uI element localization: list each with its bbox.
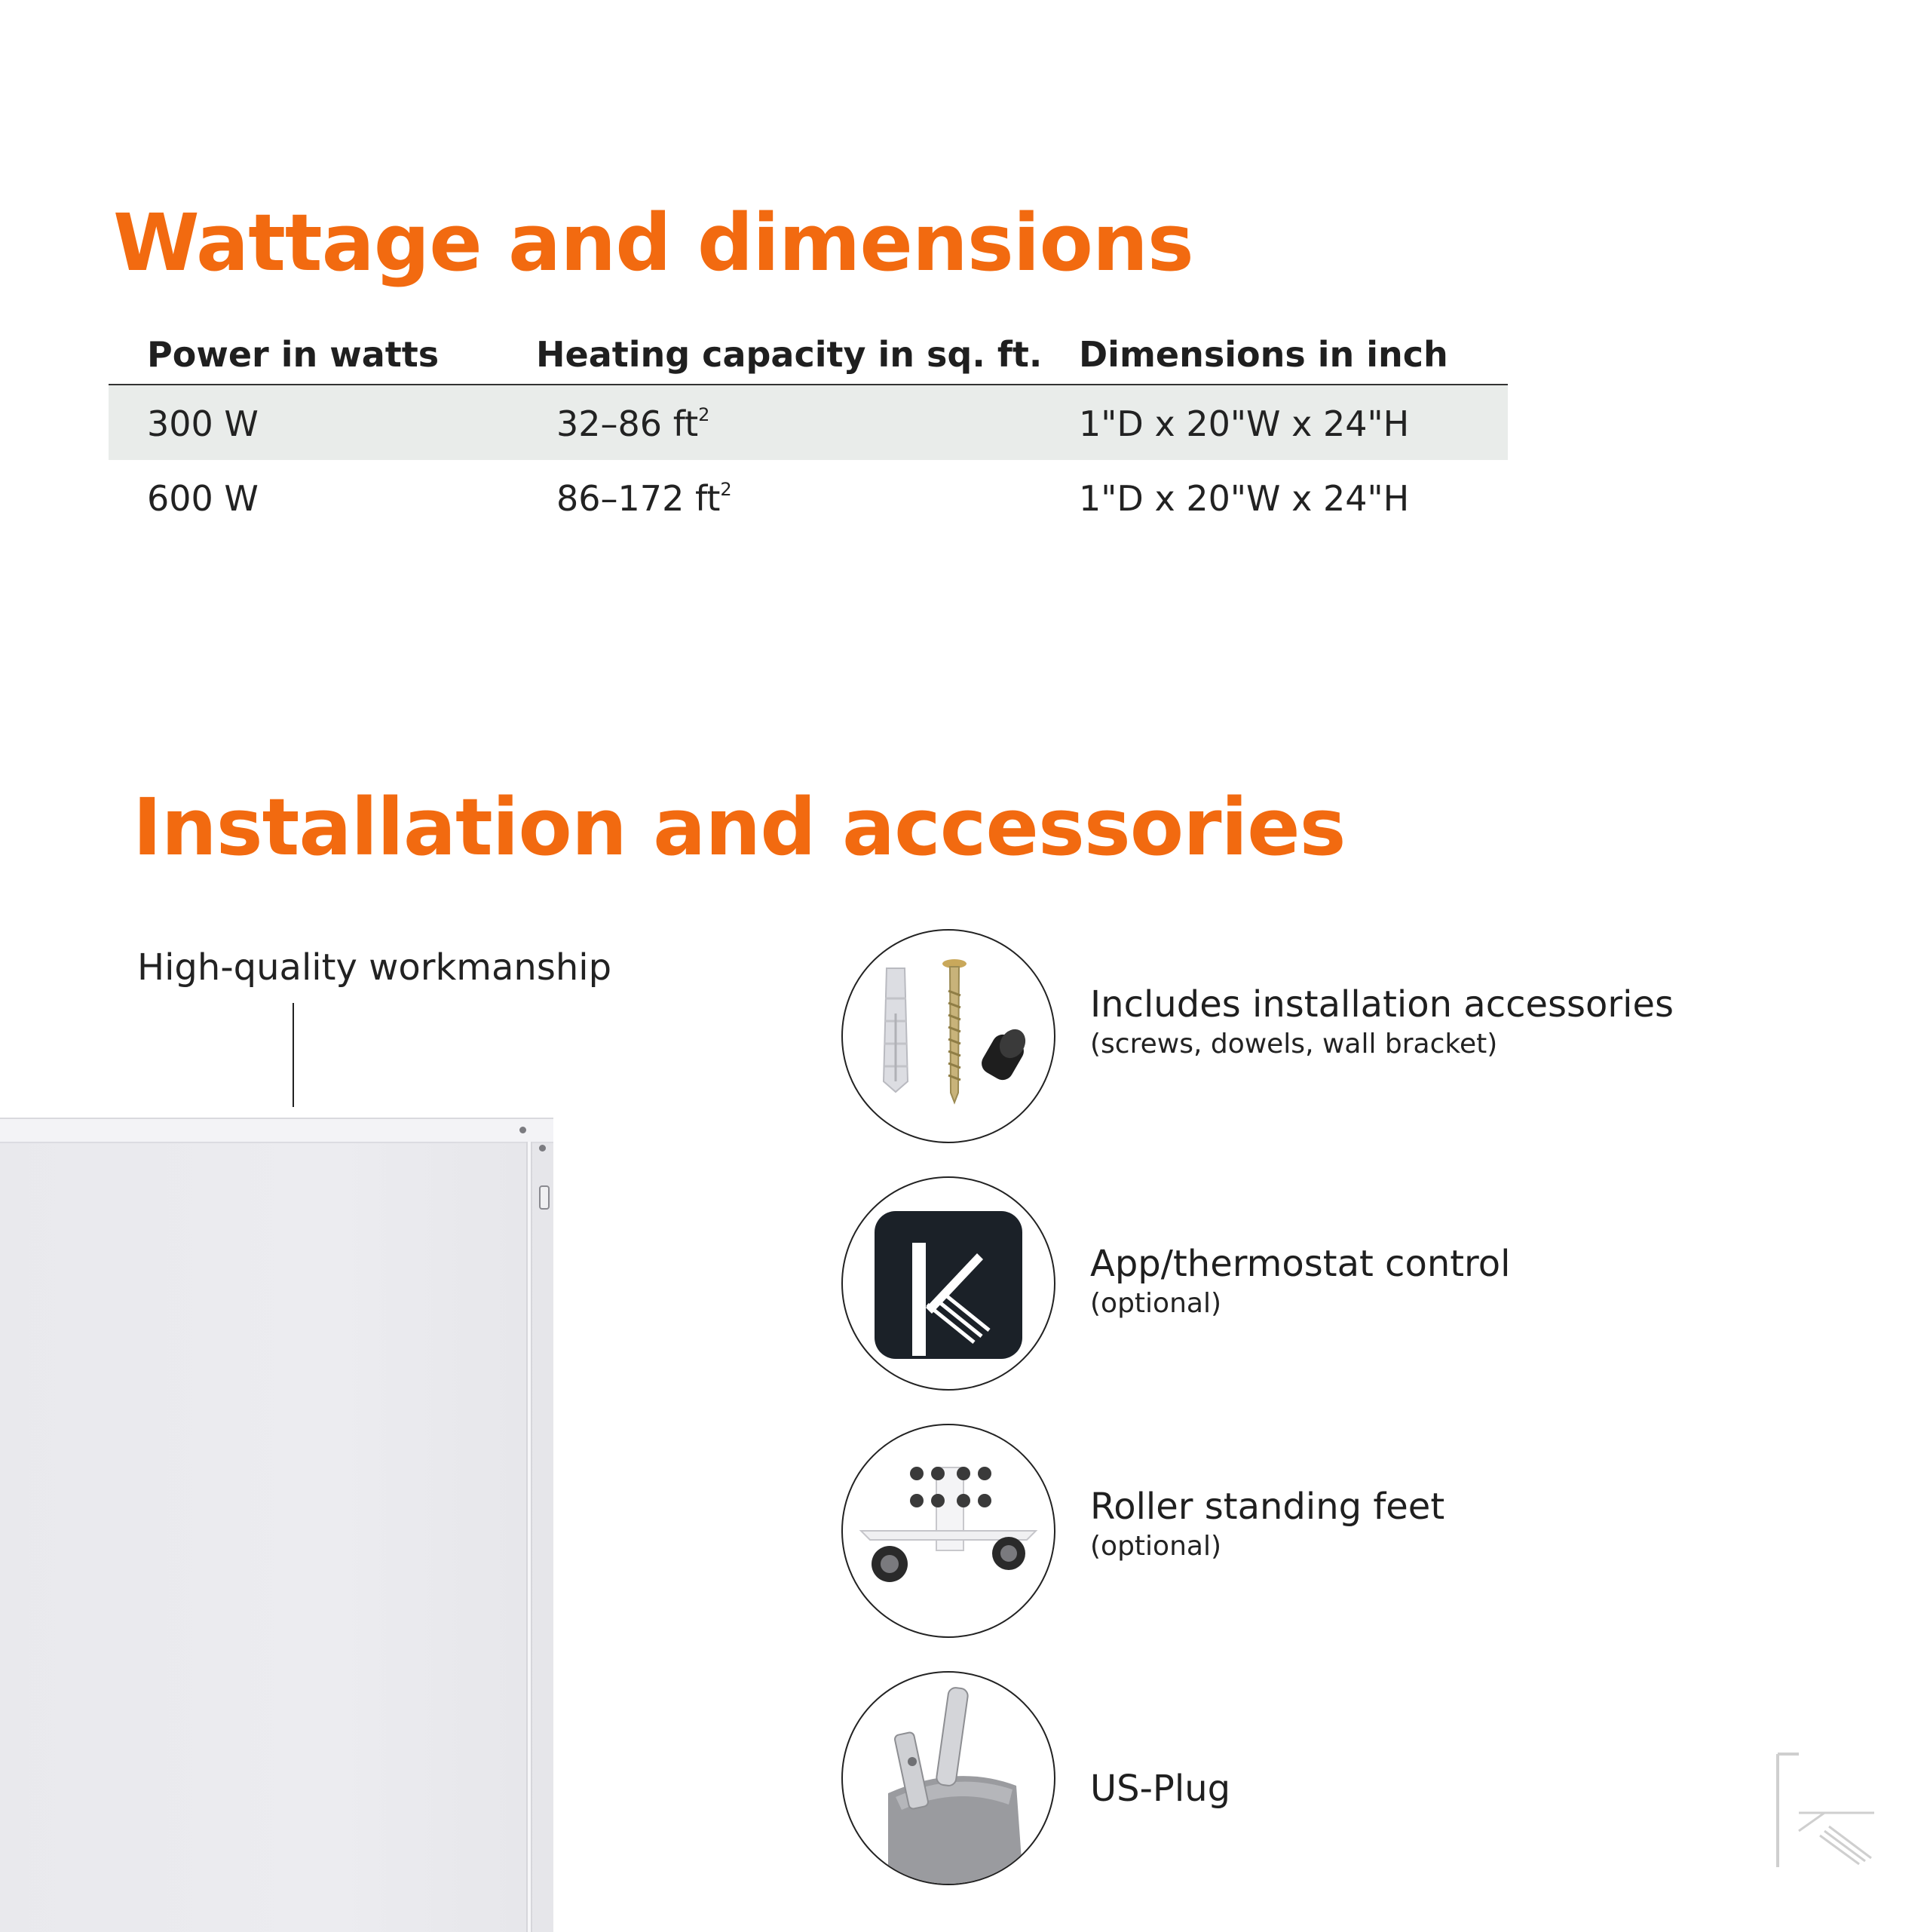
feature-item <box>841 1176 1821 1395</box>
feature-item <box>841 1671 1821 1890</box>
feature-title: Includes installation accessories <box>1090 983 1674 1026</box>
callout-line <box>293 1003 294 1107</box>
brand-watermark-icon <box>1772 1750 1877 1873</box>
panel-bracket <box>539 1185 550 1210</box>
table-row <box>109 385 1508 460</box>
cell-power: 300 W <box>147 403 259 444</box>
table-row <box>109 460 1508 535</box>
panel-top-edge <box>0 1119 553 1143</box>
heater-panel-image <box>0 1118 553 1932</box>
screws-dowels-icon <box>841 929 1055 1143</box>
capacity-exponent: 2 <box>720 479 732 500</box>
roller-feet-icon <box>841 1424 1055 1638</box>
wattage-section-title: Wattage and dimensions <box>113 197 1193 289</box>
feature-subtitle: (optional) <box>1090 1288 1221 1319</box>
table-header <box>109 328 1508 385</box>
feature-title: US-Plug <box>1090 1768 1231 1810</box>
feature-item <box>841 1424 1821 1642</box>
cell-dimensions: 1"D x 20"W x 24"H <box>1079 403 1410 444</box>
cell-power: 600 W <box>147 478 259 519</box>
feature-subtitle: (optional) <box>1090 1531 1221 1562</box>
panel-screw <box>539 1145 546 1152</box>
wattage-table <box>109 328 1508 535</box>
us-plug-icon <box>841 1671 1055 1885</box>
panel-side-edge <box>526 1142 532 1932</box>
app-logo-icon <box>841 1176 1055 1391</box>
cell-dimensions: 1"D x 20"W x 24"H <box>1079 478 1410 519</box>
workmanship-callout-label: High-quality workmanship <box>137 946 612 989</box>
column-header-dimensions: Dimensions in inch <box>1079 334 1448 375</box>
feature-subtitle: (screws, dowels, wall bracket) <box>1090 1029 1498 1060</box>
cell-capacity: 86–172 $ft^2$ <box>556 478 732 519</box>
column-header-capacity: Heating capacity in sq. ft. <box>536 334 1043 375</box>
feature-title: Roller standing feet <box>1090 1486 1445 1528</box>
cell-capacity: 32–86 $ft^2$ <box>556 403 710 444</box>
feature-title: App/thermostat control <box>1090 1243 1511 1285</box>
column-header-power: Power in watts <box>147 334 440 375</box>
feature-item <box>841 929 1821 1148</box>
installation-section-title: Installation and accessories <box>133 781 1346 873</box>
panel-screw <box>519 1127 526 1133</box>
capacity-exponent: 2 <box>698 404 710 425</box>
